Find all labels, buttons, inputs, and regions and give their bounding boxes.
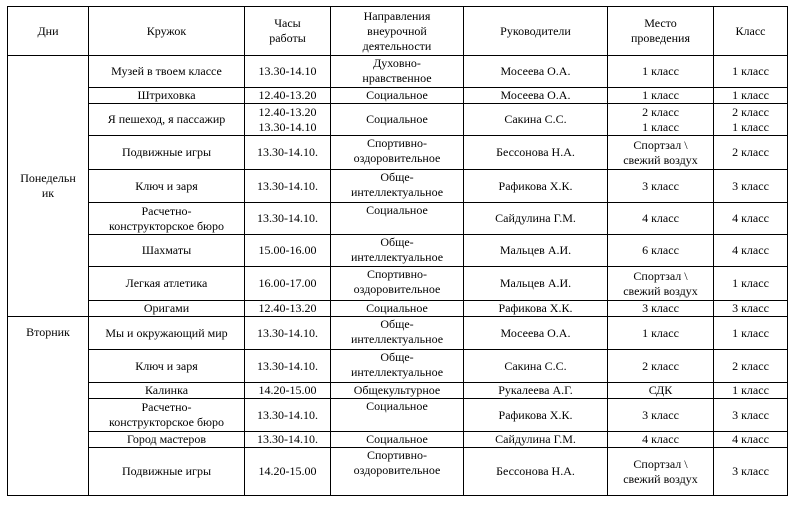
leader-cell: Рафикова Х.К.: [464, 399, 608, 432]
place-cell: 1 класс: [608, 317, 714, 350]
grade-cell: 2 класс: [714, 350, 788, 383]
hours-cell: 13.30-14.10.: [245, 399, 331, 432]
hours-cell: 16.00-17.00: [245, 267, 331, 301]
day-cell-monday: Понедельн ик: [8, 56, 89, 317]
table-row: [8, 267, 788, 301]
grade-cell: 3 класс: [714, 170, 788, 203]
place-cell: 1 класс: [608, 56, 714, 88]
club-cell: Расчетно- конструкторское бюро: [89, 399, 245, 432]
hours-cell: 13.30-14.10.: [245, 136, 331, 170]
table-row: [8, 399, 788, 432]
place-cell: Спортзал \ свежий воздух: [608, 136, 714, 170]
place-cell: 4 класс: [608, 203, 714, 235]
leader-cell: Рафикова Х.К.: [464, 301, 608, 317]
leader-cell: Сайдулина Г.М.: [464, 203, 608, 235]
grade-cell: 1 класс: [714, 317, 788, 350]
leader-cell: Бессонова Н.А.: [464, 448, 608, 496]
table-row: [8, 56, 788, 88]
table-row: [8, 301, 788, 317]
header-direction: Направления внеурочной деятельности: [331, 7, 464, 56]
grade-cell: 4 класс: [714, 235, 788, 267]
place-cell: 6 класс: [608, 235, 714, 267]
hours-cell: 13.30-14.10.: [245, 432, 331, 448]
table-row: [8, 317, 788, 350]
leader-cell: Сакина С.С.: [464, 104, 608, 136]
leader-cell: Мосеева О.А.: [464, 88, 608, 104]
schedule-table: [7, 6, 788, 496]
leader-cell: Сайдулина Г.М.: [464, 432, 608, 448]
grade-cell: 1 класс: [714, 56, 788, 88]
club-cell: Я пешеход, я пассажир: [89, 104, 245, 136]
direction-cell: Социальное: [331, 301, 464, 317]
leader-cell: Рафикова Х.К.: [464, 170, 608, 203]
club-cell: Штриховка: [89, 88, 245, 104]
grade-cell: 2 класс 1 класс: [714, 104, 788, 136]
direction-cell: Обще- интеллектуальное: [331, 317, 464, 350]
grade-cell: 1 класс: [714, 88, 788, 104]
hours-cell: 12.40-13.20: [245, 88, 331, 104]
hours-cell: 13.30-14.10.: [245, 203, 331, 235]
place-cell: 3 класс: [608, 399, 714, 432]
direction-cell: Социальное: [331, 88, 464, 104]
grade-cell: 4 класс: [714, 203, 788, 235]
place-cell: СДК: [608, 383, 714, 399]
header-day: Дни: [8, 7, 89, 56]
direction-cell: Обще- интеллектуальное: [331, 170, 464, 203]
leader-cell: Мальцев А.И.: [464, 267, 608, 301]
place-cell: 3 класс: [608, 170, 714, 203]
club-cell: Ключ и заря: [89, 170, 245, 203]
direction-cell: Социальное: [331, 104, 464, 136]
grade-cell: 4 класс: [714, 432, 788, 448]
place-cell: 2 класс 1 класс: [608, 104, 714, 136]
place-cell: Спортзал \ свежий воздух: [608, 267, 714, 301]
table-row: [8, 136, 788, 170]
club-cell: Ключ и заря: [89, 350, 245, 383]
club-cell: Музей в твоем классе: [89, 56, 245, 88]
direction-cell: Спортивно- оздоровительное: [331, 267, 464, 301]
hours-cell: 15.00-16.00: [245, 235, 331, 267]
header-hours: Часы работы: [245, 7, 331, 56]
table-row: [8, 235, 788, 267]
hours-cell: 12.40-13.20: [245, 301, 331, 317]
table-row: [8, 350, 788, 383]
direction-cell: Социальное: [331, 432, 464, 448]
leader-cell: Мосеева О.А.: [464, 317, 608, 350]
hours-cell: 13.30-14.10.: [245, 170, 331, 203]
table-row: [8, 383, 788, 399]
grade-cell: 1 класс: [714, 383, 788, 399]
table-row: [8, 104, 788, 136]
leader-cell: Рукалеева А.Г.: [464, 383, 608, 399]
direction-cell: Духовно- нравственное: [331, 56, 464, 88]
hours-cell: 13.30-14.10.: [245, 350, 331, 383]
direction-cell: Общекультурное: [331, 383, 464, 399]
direction-cell: Обще- интеллектуальное: [331, 235, 464, 267]
club-cell: Шахматы: [89, 235, 245, 267]
hours-cell: 13.30-14.10: [245, 56, 331, 88]
club-cell: Город мастеров: [89, 432, 245, 448]
club-cell: Подвижные игры: [89, 136, 245, 170]
header-grade: Класс: [714, 7, 788, 56]
club-cell: Мы и окружающий мир: [89, 317, 245, 350]
place-cell: 2 класс: [608, 350, 714, 383]
direction-cell: Социальное: [331, 203, 464, 235]
grade-cell: 3 класс: [714, 301, 788, 317]
club-cell: Оригами: [89, 301, 245, 317]
club-cell: Калинка: [89, 383, 245, 399]
grade-cell: 3 класс: [714, 399, 788, 432]
club-cell: Расчетно- конструкторское бюро: [89, 203, 245, 235]
place-cell: Спортзал \ свежий воздух: [608, 448, 714, 496]
table-row: [8, 448, 788, 496]
leader-cell: Сакина С.С.: [464, 350, 608, 383]
direction-cell: Социальное: [331, 399, 464, 432]
grade-cell: 3 класс: [714, 448, 788, 496]
header-club: Кружок: [89, 7, 245, 56]
direction-cell: Обще- интеллектуальное: [331, 350, 464, 383]
hours-cell: 14.20-15.00: [245, 448, 331, 496]
header-row: [8, 7, 788, 56]
club-cell: Легкая атлетика: [89, 267, 245, 301]
club-cell: Подвижные игры: [89, 448, 245, 496]
hours-cell: 14.20-15.00: [245, 383, 331, 399]
direction-cell: Спортивно- оздоровительное: [331, 136, 464, 170]
header-place: Место проведения: [608, 7, 714, 56]
table-row: [8, 170, 788, 203]
table-row: [8, 88, 788, 104]
place-cell: 1 класс: [608, 88, 714, 104]
day-cell-tuesday: Вторник: [8, 317, 89, 496]
place-cell: 4 класс: [608, 432, 714, 448]
place-cell: 3 класс: [608, 301, 714, 317]
hours-cell: 13.30-14.10.: [245, 317, 331, 350]
header-leaders: Руководители: [464, 7, 608, 56]
leader-cell: Бессонова Н.А.: [464, 136, 608, 170]
grade-cell: 1 класс: [714, 267, 788, 301]
hours-cell: 12.40-13.20 13.30-14.10: [245, 104, 331, 136]
table-row: [8, 203, 788, 235]
direction-cell: Спортивно- оздоровительное: [331, 448, 464, 496]
leader-cell: Мосеева О.А.: [464, 56, 608, 88]
table-row: [8, 432, 788, 448]
leader-cell: Мальцев А.И.: [464, 235, 608, 267]
grade-cell: 2 класс: [714, 136, 788, 170]
